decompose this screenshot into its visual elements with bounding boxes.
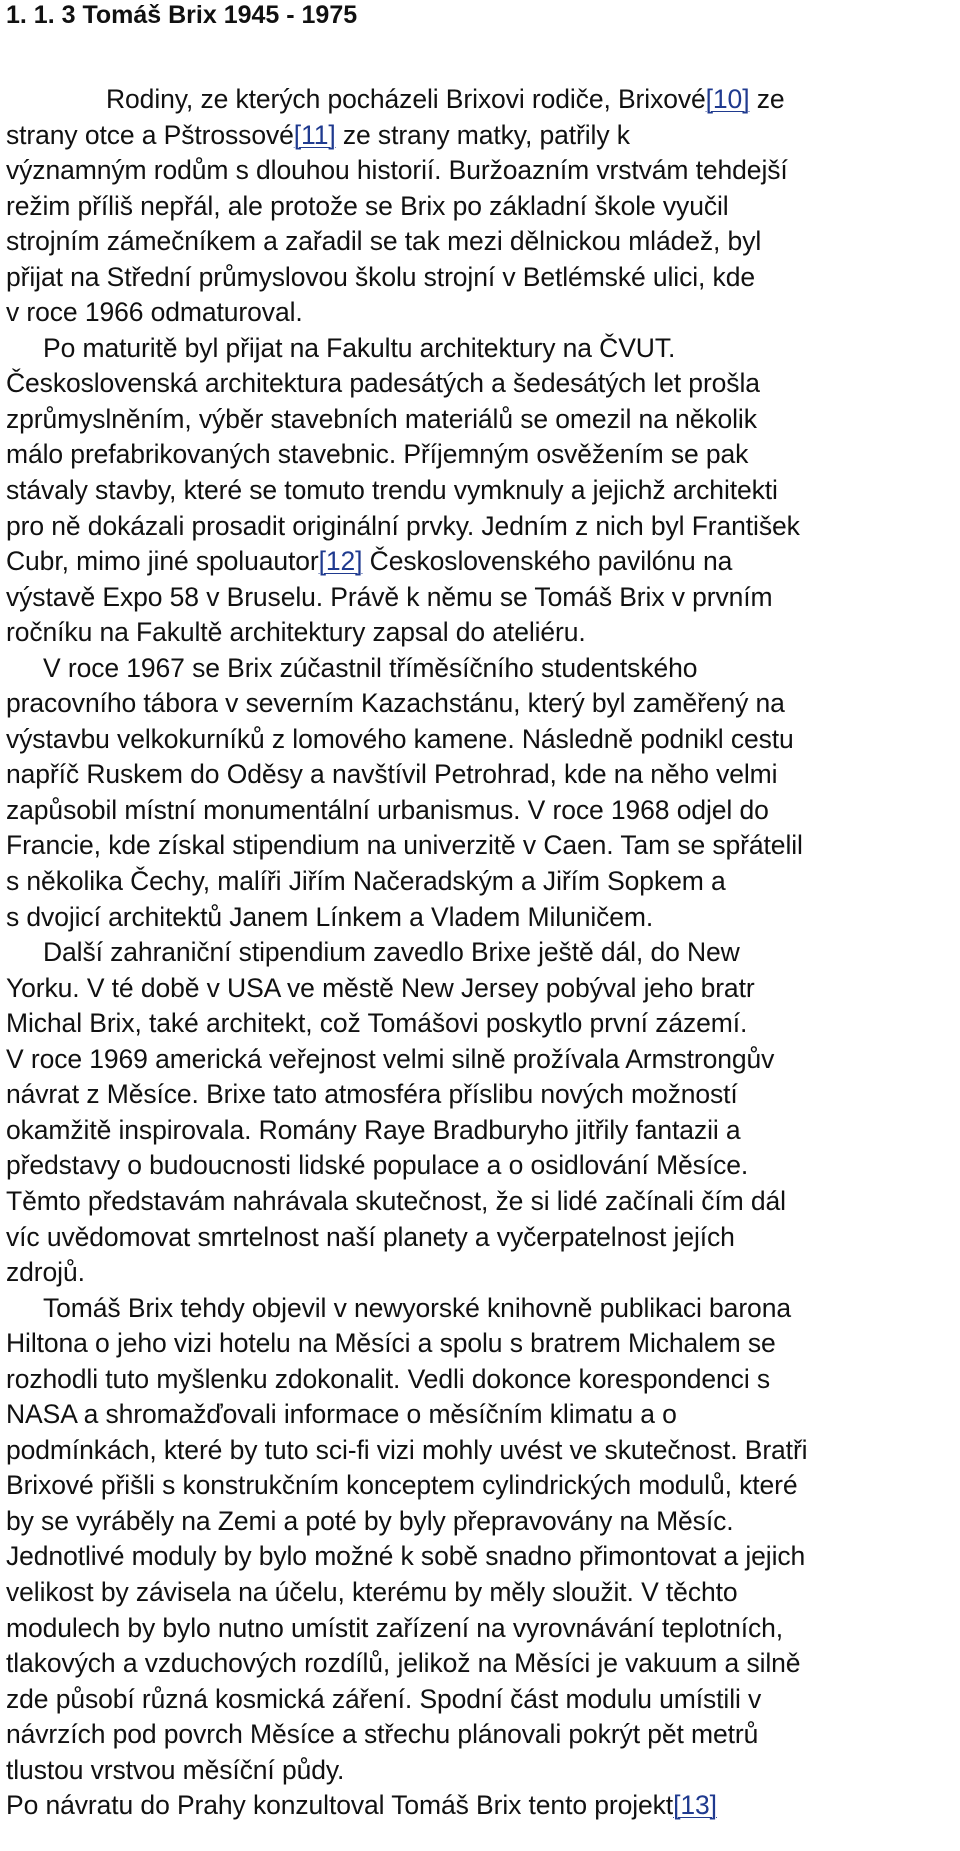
text-line	[6, 1539, 960, 1575]
text-segment: okamžitě inspirovala. Romány Raye Bradburyho jitřily fantazii a	[6, 1114, 741, 1145]
text-line	[6, 971, 960, 1007]
text-line	[6, 224, 960, 260]
text-line	[6, 153, 960, 189]
text-line	[6, 366, 960, 402]
text-segment: výstavě Expo 58 v Bruselu. Právě k němu se Tomáš Brix v prvním	[6, 581, 773, 612]
text-segment: výstavbu velkokurníků z lomového kamene. Následně podnikl cestu	[6, 723, 794, 754]
text-line	[6, 1113, 960, 1149]
footnote-link[interactable]: [11]	[293, 119, 336, 150]
text-segment: Československá architektura padesátých a šedesátých let prošla	[6, 368, 760, 399]
text-segment: zprůmyslněním, výběr stavebních materiálů se omezil na několik	[6, 403, 757, 434]
text-line	[6, 82, 960, 118]
text-line	[6, 1077, 960, 1113]
text-segment: režim příliš nepřál, ale protože se Brix po základní škole vyučil	[6, 190, 729, 221]
text-line	[6, 580, 960, 616]
text-segment: Československého pavilónu na	[362, 546, 733, 577]
text-segment: ze	[749, 84, 785, 114]
text-segment: málo prefabrikovaných stavebnic. Příjemným osvěžením se pak	[6, 439, 749, 470]
text-line	[6, 757, 960, 793]
text-line	[6, 1148, 960, 1184]
text-segment: zde působí různá kosmická záření. Spodní část modulu umístili v	[6, 1683, 762, 1714]
text-segment: přijat na Střední průmyslovou školu strojní v Betlémské ulici, kde	[6, 261, 755, 292]
text-segment: Jednotlivé moduly by bylo možné k sobě snadno přimontovat a jejich	[6, 1541, 806, 1572]
text-line	[6, 1646, 960, 1682]
text-segment: strojním zámečníkem a zařadil se tak mezi dělnickou mládež, byl	[6, 226, 762, 257]
text-line	[6, 651, 960, 687]
text-segment: s několika Čechy, malíři Jiřím Načeradským a Jiřím Sopkem a	[6, 866, 726, 897]
text-segment: Yorku. V té době v USA ve městě New Jersey pobýval jeho bratr	[6, 972, 755, 1003]
text-line	[6, 1575, 960, 1611]
text-segment: pracovního tábora v severním Kazachstánu, který byl zaměřený na	[6, 688, 785, 719]
text-line	[6, 1788, 960, 1824]
text-line	[6, 1220, 960, 1256]
text-line	[6, 900, 960, 936]
text-line	[6, 1255, 960, 1291]
text-segment: stávaly stavby, které se tomuto trendu vymknuly a jejichž architekti	[6, 475, 778, 506]
footnote-link[interactable]: [12]	[318, 546, 363, 577]
text-segment: by se vyráběly na Zemi a poté by byly přepravovány na Měsíc.	[6, 1505, 734, 1536]
text-line	[6, 1362, 960, 1398]
text-line	[6, 260, 960, 296]
document-page	[6, 0, 960, 1821]
text-line	[6, 1006, 960, 1042]
text-segment: Po návratu do Prahy konzultoval Tomáš Brix tento projekt	[6, 1790, 674, 1821]
text-segment: V roce 1969 americká veřejnost velmi silně prožívala Armstrongův	[6, 1043, 775, 1074]
text-line	[6, 473, 960, 509]
text-line	[6, 1291, 960, 1327]
text-segment: v roce 1966 odmaturoval.	[6, 297, 303, 328]
text-segment: Hiltona o jeho vizi hotelu na Měsíci a spolu s bratrem Michalem se	[6, 1328, 776, 1359]
text-segment: tlustou vrstvou měsíční půdy.	[6, 1754, 345, 1785]
text-line	[6, 331, 960, 367]
footnote-link[interactable]: [13]	[673, 1790, 717, 1821]
text-line	[6, 1468, 960, 1504]
text-line	[6, 864, 960, 900]
text-segment: NASA a shromažďovali informace o měsíčním klimatu a o	[6, 1399, 677, 1430]
text-segment: Těmto představám nahrávala skutečnost, že si lidé začínali čím dál	[6, 1185, 786, 1216]
text-segment: víc uvědomovat smrtelnost naší planety a vyčerpatelnost jejích	[6, 1221, 735, 1252]
text-segment: Tomáš Brix tehdy objevil v newyorské knihovně publikaci barona	[43, 1292, 791, 1323]
section-heading: 1. 1. 3 Tomáš Brix 1945 - 1975	[6, 1, 358, 29]
text-segment: rozhodli tuto myšlenku zdokonalit. Vedli dokonce korespondenci s	[6, 1363, 771, 1394]
text-line	[6, 1397, 960, 1433]
text-line	[6, 189, 960, 225]
text-segment: představy o budoucnosti lidské populace a o osidlování Měsíce.	[6, 1150, 749, 1181]
text-line	[6, 1042, 960, 1078]
text-segment: zdrojů.	[6, 1257, 85, 1288]
text-segment: Cubr, mimo jiné spoluautor	[6, 546, 319, 577]
text-line	[6, 793, 960, 829]
text-line	[6, 1682, 960, 1718]
text-segment: Po maturitě byl přijat na Fakultu architektury na ČVUT.	[43, 332, 676, 363]
text-segment: Brixové přišli s konstrukčním konceptem cylindrických modulů, které	[6, 1470, 798, 1501]
text-line	[6, 1611, 960, 1647]
text-line	[6, 1433, 960, 1469]
text-segment: pro ně dokázali prosadit originální prvky. Jedním z nich byl František	[6, 510, 800, 541]
text-line	[6, 1753, 960, 1789]
footnote-link[interactable]: [10]	[705, 84, 750, 114]
text-line	[6, 828, 960, 864]
text-line	[6, 615, 960, 651]
text-segment: s dvojicí architektů Janem Línkem a Vladem Miluničem.	[6, 901, 654, 932]
text-segment: napříč Ruskem do Oděsy a navštívil Petrohrad, kde na něho velmi	[6, 759, 778, 790]
text-segment: ze strany matky, patřily k	[335, 119, 630, 150]
text-segment: Francie, kde získal stipendium na univerzitě v Caen. Tam se spřátelil	[6, 830, 803, 861]
text-segment: Další zahraniční stipendium zavedlo Brixe ještě dál, do New	[43, 937, 740, 968]
text-segment: podmínkách, které by tuto sci-fi vizi mohly uvést ve skutečnost. Bratři	[6, 1434, 808, 1465]
text-segment: návrat z Měsíce. Brixe tato atmosféra příslibu nových možností	[6, 1079, 738, 1110]
text-segment: návrzích pod povrch Měsíce a střechu plánovali pokrýt pět metrů	[6, 1719, 759, 1750]
text-line	[6, 722, 960, 758]
text-line	[6, 402, 960, 438]
text-segment: velikost by závisela na účelu, kterému by měly sloužit. V těchto	[6, 1576, 738, 1607]
text-line	[6, 686, 960, 722]
text-segment: Michal Brix, také architekt, což Tomášovi poskytlo první zázemí.	[6, 1008, 748, 1039]
text-segment: modulech by bylo nutno umístit zařízení na vyrovnávání teplotních,	[6, 1612, 784, 1643]
text-segment: významným rodům s dlouhou historií. Buržoazním vrstvám tehdejší	[6, 155, 788, 186]
text-segment: V roce 1967 se Brix zúčastnil tříměsíčního studentského	[43, 652, 698, 683]
text-line	[6, 1326, 960, 1362]
text-line	[6, 1717, 960, 1753]
text-line	[6, 1184, 960, 1220]
text-segment: strany otce a Pštrossové	[6, 119, 294, 150]
text-line	[6, 437, 960, 473]
text-segment: tlakových a vzduchových rozdílů, jelikož na Měsíci je vakuum a silně	[6, 1648, 801, 1679]
text-line	[6, 295, 960, 331]
text-line	[6, 509, 960, 545]
text-line	[6, 1504, 960, 1540]
text-segment: ročníku na Fakultě architektury zapsal do ateliéru.	[6, 617, 586, 648]
text-line	[6, 118, 960, 154]
text-line	[6, 935, 960, 971]
text-segment: Rodiny, ze kterých pocházeli Brixovi rodiče, Brixové	[106, 84, 706, 114]
text-segment: zapůsobil místní monumentální urbanismus. V roce 1968 odjel do	[6, 794, 769, 825]
body-text	[6, 82, 960, 1824]
text-line	[6, 544, 960, 580]
